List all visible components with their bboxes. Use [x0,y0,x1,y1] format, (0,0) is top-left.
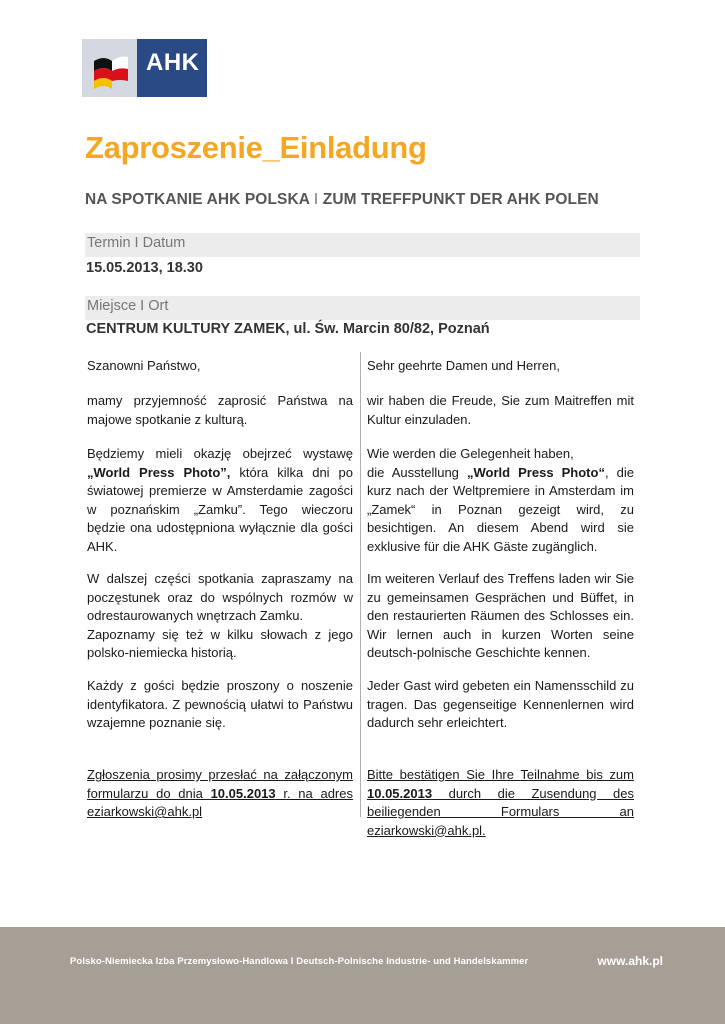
de-email-link[interactable]: durch die Zusendung des beiliegenden Formulars an eziarkowski@ahk.pl. [367,785,634,838]
footer [0,927,725,1024]
pl-paragraph-3: W dalszej części spotkania zapraszamy na poczęstunek oraz do wspólnych rozmów w odrestaurowanych wnętrzach Zamku. Zapoznamy się też w kilku słowach z jego polsko-niemiecka historią. [87,571,353,660]
date-label: Termin I Datum [85,233,640,257]
pl-email-link[interactable]: r. na adres eziarkowski@ahk.pl [87,785,353,819]
de-greeting: Sehr geehrte Damen und Herren, [367,358,560,373]
de-paragraph-1: wir haben die Freude, Sie zum Maitreffen mit Kultur einzuladen. [367,393,634,427]
pl-paragraph-2: Będziemy mieli okazję obejrzeć wystawę „World Press Photo”, która kilka dni po światowej premierze w Amsterdamie zagości w poznańskim „Zamku”. Tego wieczoru będzie ona udostępniona wyłącznie dla gości AHK. [87,446,353,554]
subtitle-separator: I [313,191,319,208]
footer-organization: Polsko-Niemiecka Izba Przemysłowo-Handlowa I Deutsch-Polnische Industrie- und Handelskammer [70,956,529,967]
de-exhibition-name: „World Press Photo“ [466,464,605,480]
de-deadline: 10.05.2013 [367,785,433,801]
pl-exhibition-name: „World Press Photo”, [87,464,231,480]
subtitle-de: ZUM TREFFPUNKT DER AHK POLEN [322,191,599,208]
pl-registration-note: Zgłoszenia prosimy przesłać na załączonym formularzu do dnia 10.05.2013 r. na adres eziarkowski@ahk.pl [87,767,353,819]
column-divider [360,352,361,817]
page-title: Zaproszenie_Einladung [85,130,427,165]
place-label: Miejsce I Ort [85,296,640,320]
de-paragraph-4: Jeder Gast wird gebeten ein Namensschild zu tragen. Das gegenseitige Kennenlernen wird dadurch sehr erleichtert. [367,678,634,730]
logo-text: AHK [146,49,200,76]
place-value: CENTRUM KULTURY ZAMEK, ul. Św. Marcin 80/82, Poznań [86,321,490,337]
date-value: 15.05.2013, 18.30 [86,260,203,276]
subtitle-pl: NA SPOTKANIE AHK POLSKA [85,191,310,208]
de-registration-note: Bitte bestätigen Sie Ihre Teilnahme bis zum 10.05.2013 durch die Zusendung des beiliegenden Formulars an eziarkowski@ahk.pl. [367,767,634,838]
pl-paragraph-1: mamy przyjemność zaprosić Państwa na majowe spotkanie z kulturą. [87,393,353,427]
pl-greeting: Szanowni Państwo, [87,358,201,373]
footer-website-link[interactable]: www.ahk.pl [597,954,663,968]
pl-paragraph-4: Każdy z gości będzie proszony o noszenie identyfikatora. Z pewnością ułatwi to Państwu wzajemne poznanie się. [87,678,353,730]
flag-icon [82,39,137,97]
pl-deadline: 10.05.2013 [210,785,276,801]
subtitle [85,191,599,209]
de-paragraph-2: Wie werden die Gelegenheit haben, die Ausstellung „World Press Photo“, die kurz nach der Weltpremiere in Amsterdam im „Zamek“ in Poznan gezeigt wird, zu besichtigen. An diesem Abend wird sie exklusive für die AHK Gäste zugänglich. [367,446,634,554]
de-paragraph-3: Im weiteren Verlauf des Treffens laden wir Sie zu gemeinsamen Gesprächen und Büffet, in den restaurierten Räumen des Schlosses ein. Wir lernen auch in kurzen Worten seine deutsch-polnische Geschichte kennen. [367,571,634,660]
ahk-logo [82,39,207,97]
